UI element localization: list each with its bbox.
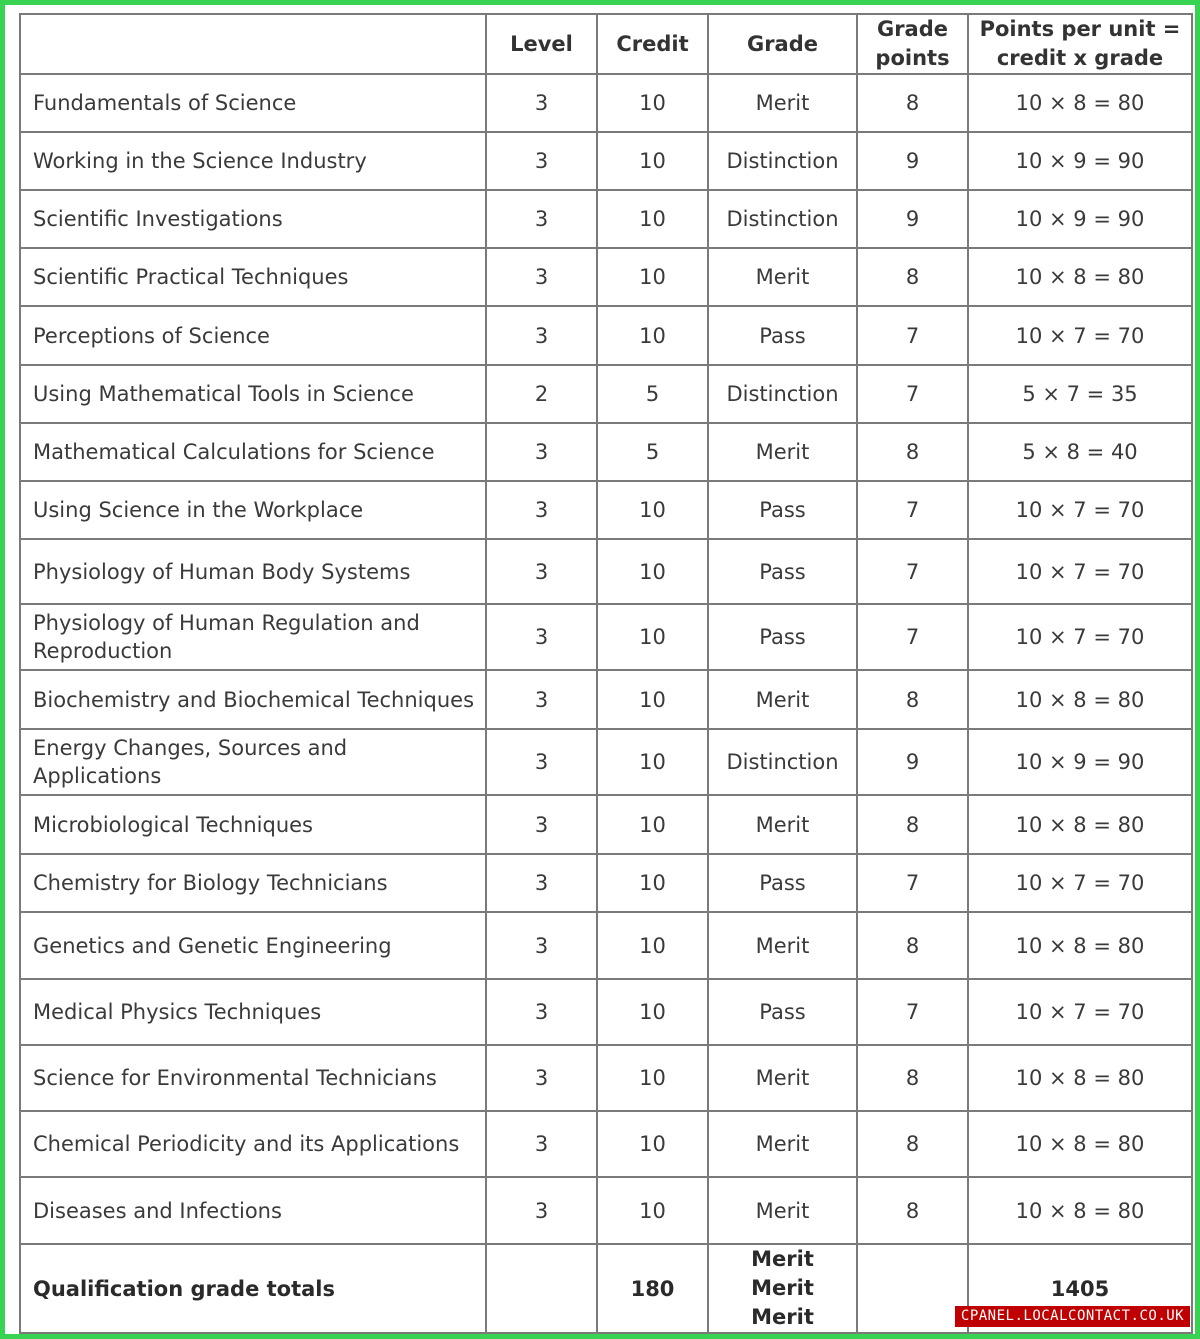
- unit-points-calc: 10 × 8 = 80: [968, 248, 1192, 306]
- watermark-banner: CPANEL.LOCALCONTACT.CO.UK: [955, 1306, 1190, 1327]
- unit-grade: Distinction: [708, 190, 857, 248]
- unit-credit: 10: [597, 1045, 708, 1111]
- header-unit: [20, 14, 486, 74]
- unit-level: 3: [486, 854, 597, 912]
- table-row: [20, 795, 1192, 854]
- unit-grade: Pass: [708, 481, 857, 539]
- unit-points-calc: 10 × 8 = 80: [968, 74, 1192, 132]
- table-row: [20, 604, 1192, 670]
- unit-level: 3: [486, 1177, 597, 1244]
- unit-points-calc: 10 × 7 = 70: [968, 604, 1192, 670]
- unit-name: Science for Environmental Technicians: [20, 1045, 486, 1111]
- unit-name: Using Mathematical Tools in Science: [20, 365, 486, 423]
- table-row: [20, 423, 1192, 481]
- unit-grade: Merit: [708, 74, 857, 132]
- unit-name: Energy Changes, Sources and Applications: [20, 729, 486, 795]
- unit-grade-points: 8: [857, 670, 968, 729]
- unit-grade-points: 8: [857, 248, 968, 306]
- unit-credit: 10: [597, 1177, 708, 1244]
- header-row: [20, 14, 1192, 74]
- unit-grade: Distinction: [708, 365, 857, 423]
- grades-table: [19, 13, 1193, 1334]
- unit-grade-points: 8: [857, 74, 968, 132]
- unit-credit: 10: [597, 729, 708, 795]
- unit-name: Physiology of Human Body Systems: [20, 539, 486, 604]
- unit-points-calc: 10 × 7 = 70: [968, 854, 1192, 912]
- unit-grade: Merit: [708, 248, 857, 306]
- unit-points-calc: 10 × 9 = 90: [968, 729, 1192, 795]
- unit-grade-points: 7: [857, 854, 968, 912]
- table-row: [20, 539, 1192, 604]
- unit-level: 3: [486, 604, 597, 670]
- unit-credit: 10: [597, 670, 708, 729]
- table-row: [20, 248, 1192, 306]
- table-row: [20, 979, 1192, 1045]
- unit-name: Genetics and Genetic Engineering: [20, 912, 486, 979]
- unit-grade: Merit: [708, 423, 857, 481]
- unit-level: 3: [486, 423, 597, 481]
- unit-credit: 10: [597, 854, 708, 912]
- totals-grade-2: Merit: [751, 1276, 814, 1300]
- table-row: [20, 481, 1192, 539]
- table-row: [20, 1177, 1192, 1244]
- unit-level: 3: [486, 1045, 597, 1111]
- unit-name: Perceptions of Science: [20, 306, 486, 365]
- unit-name: Diseases and Infections: [20, 1177, 486, 1244]
- unit-grade: Merit: [708, 1045, 857, 1111]
- unit-grade-points: 7: [857, 365, 968, 423]
- totals-level: [486, 1244, 597, 1333]
- unit-name: Mathematical Calculations for Science: [20, 423, 486, 481]
- unit-credit: 10: [597, 481, 708, 539]
- table-row: [20, 912, 1192, 979]
- unit-level: 2: [486, 365, 597, 423]
- unit-credit: 10: [597, 132, 708, 190]
- unit-level: 3: [486, 248, 597, 306]
- table-row: [20, 854, 1192, 912]
- unit-name: Microbiological Techniques: [20, 795, 486, 854]
- unit-name: Working in the Science Industry: [20, 132, 486, 190]
- unit-credit: 10: [597, 795, 708, 854]
- unit-points-calc: 10 × 7 = 70: [968, 979, 1192, 1045]
- unit-credit: 10: [597, 604, 708, 670]
- unit-level: 3: [486, 979, 597, 1045]
- unit-level: 3: [486, 306, 597, 365]
- unit-grade-points: 8: [857, 1177, 968, 1244]
- unit-level: 3: [486, 481, 597, 539]
- unit-credit: 5: [597, 423, 708, 481]
- unit-credit: 10: [597, 190, 708, 248]
- unit-grade: Distinction: [708, 729, 857, 795]
- table-row: [20, 306, 1192, 365]
- unit-level: 3: [486, 795, 597, 854]
- totals-credit: 180: [597, 1244, 708, 1333]
- unit-points-calc: 10 × 7 = 70: [968, 306, 1192, 365]
- unit-name: Biochemistry and Biochemical Techniques: [20, 670, 486, 729]
- unit-level: 3: [486, 1111, 597, 1177]
- unit-grade-points: 7: [857, 481, 968, 539]
- unit-level: 3: [486, 670, 597, 729]
- unit-points-calc: 10 × 8 = 80: [968, 1177, 1192, 1244]
- table-row: [20, 190, 1192, 248]
- unit-grade-points: 8: [857, 912, 968, 979]
- totals-grade: [708, 1244, 857, 1333]
- table-row: [20, 1045, 1192, 1111]
- unit-grade-points: 7: [857, 539, 968, 604]
- unit-grade: Merit: [708, 912, 857, 979]
- unit-grade-points: 7: [857, 604, 968, 670]
- table-row: [20, 670, 1192, 729]
- unit-points-calc: 5 × 7 = 35: [968, 365, 1192, 423]
- unit-grade: Pass: [708, 604, 857, 670]
- unit-name: Chemical Periodicity and its Applications: [20, 1111, 486, 1177]
- unit-level: 3: [486, 190, 597, 248]
- unit-points-calc: 10 × 8 = 80: [968, 1111, 1192, 1177]
- unit-level: 3: [486, 132, 597, 190]
- unit-level: 3: [486, 74, 597, 132]
- unit-credit: 10: [597, 539, 708, 604]
- table-row: [20, 729, 1192, 795]
- unit-credit: 10: [597, 912, 708, 979]
- unit-points-calc: 10 × 9 = 90: [968, 132, 1192, 190]
- unit-level: 3: [486, 912, 597, 979]
- unit-name: Medical Physics Techniques: [20, 979, 486, 1045]
- unit-level: 3: [486, 539, 597, 604]
- header-points-per-unit: [968, 14, 1192, 74]
- unit-grade: Pass: [708, 539, 857, 604]
- unit-grade: Distinction: [708, 132, 857, 190]
- unit-grade-points: 8: [857, 1045, 968, 1111]
- unit-name: Physiology of Human Regulation and Reproduction: [20, 604, 486, 670]
- unit-grade: Pass: [708, 306, 857, 365]
- header-ppu-line1: Points per unit =: [979, 17, 1181, 41]
- table-row: [20, 1111, 1192, 1177]
- header-level: Level: [486, 14, 597, 74]
- header-grade-points: [857, 14, 968, 74]
- unit-name: Scientific Practical Techniques: [20, 248, 486, 306]
- unit-credit: 10: [597, 248, 708, 306]
- unit-level: 3: [486, 729, 597, 795]
- totals-grade-points: [857, 1244, 968, 1333]
- unit-grade-points: 9: [857, 729, 968, 795]
- unit-grade-points: 8: [857, 795, 968, 854]
- table-row: [20, 74, 1192, 132]
- unit-grade: Pass: [708, 854, 857, 912]
- unit-grade-points: 9: [857, 190, 968, 248]
- header-credit: Credit: [597, 14, 708, 74]
- unit-name: Chemistry for Biology Technicians: [20, 854, 486, 912]
- unit-points-calc: 10 × 7 = 70: [968, 539, 1192, 604]
- unit-points-calc: 10 × 8 = 80: [968, 670, 1192, 729]
- unit-grade-points: 7: [857, 979, 968, 1045]
- totals-grade-3: Merit: [751, 1305, 814, 1329]
- unit-credit: 10: [597, 306, 708, 365]
- unit-name: Fundamentals of Science: [20, 74, 486, 132]
- table-row: [20, 365, 1192, 423]
- unit-name: Scientific Investigations: [20, 190, 486, 248]
- unit-grade: Merit: [708, 1111, 857, 1177]
- unit-grade: Merit: [708, 1177, 857, 1244]
- unit-grade: Merit: [708, 670, 857, 729]
- unit-credit: 10: [597, 1111, 708, 1177]
- header-grade-points-line2: points: [875, 46, 950, 70]
- unit-grade-points: 8: [857, 423, 968, 481]
- unit-grade: Pass: [708, 979, 857, 1045]
- unit-points-calc: 5 × 8 = 40: [968, 423, 1192, 481]
- header-grade: Grade: [708, 14, 857, 74]
- unit-grade: Merit: [708, 795, 857, 854]
- unit-points-calc: 10 × 8 = 80: [968, 1045, 1192, 1111]
- unit-grade-points: 7: [857, 306, 968, 365]
- unit-credit: 10: [597, 979, 708, 1045]
- unit-points-calc: 10 × 9 = 90: [968, 190, 1192, 248]
- totals-grade-1: Merit: [751, 1247, 814, 1271]
- unit-credit: 5: [597, 365, 708, 423]
- totals-points: 1405: [968, 1244, 1192, 1333]
- unit-points-calc: 10 × 8 = 80: [968, 795, 1192, 854]
- table-row: [20, 132, 1192, 190]
- header-grade-points-line1: Grade: [876, 17, 949, 41]
- unit-name: Using Science in the Workplace: [20, 481, 486, 539]
- totals-label: Qualification grade totals: [20, 1244, 486, 1333]
- unit-grade-points: 9: [857, 132, 968, 190]
- unit-points-calc: 10 × 7 = 70: [968, 481, 1192, 539]
- header-ppu-line2: credit x grade: [996, 46, 1164, 70]
- unit-credit: 10: [597, 74, 708, 132]
- unit-points-calc: 10 × 8 = 80: [968, 912, 1192, 979]
- unit-grade-points: 8: [857, 1111, 968, 1177]
